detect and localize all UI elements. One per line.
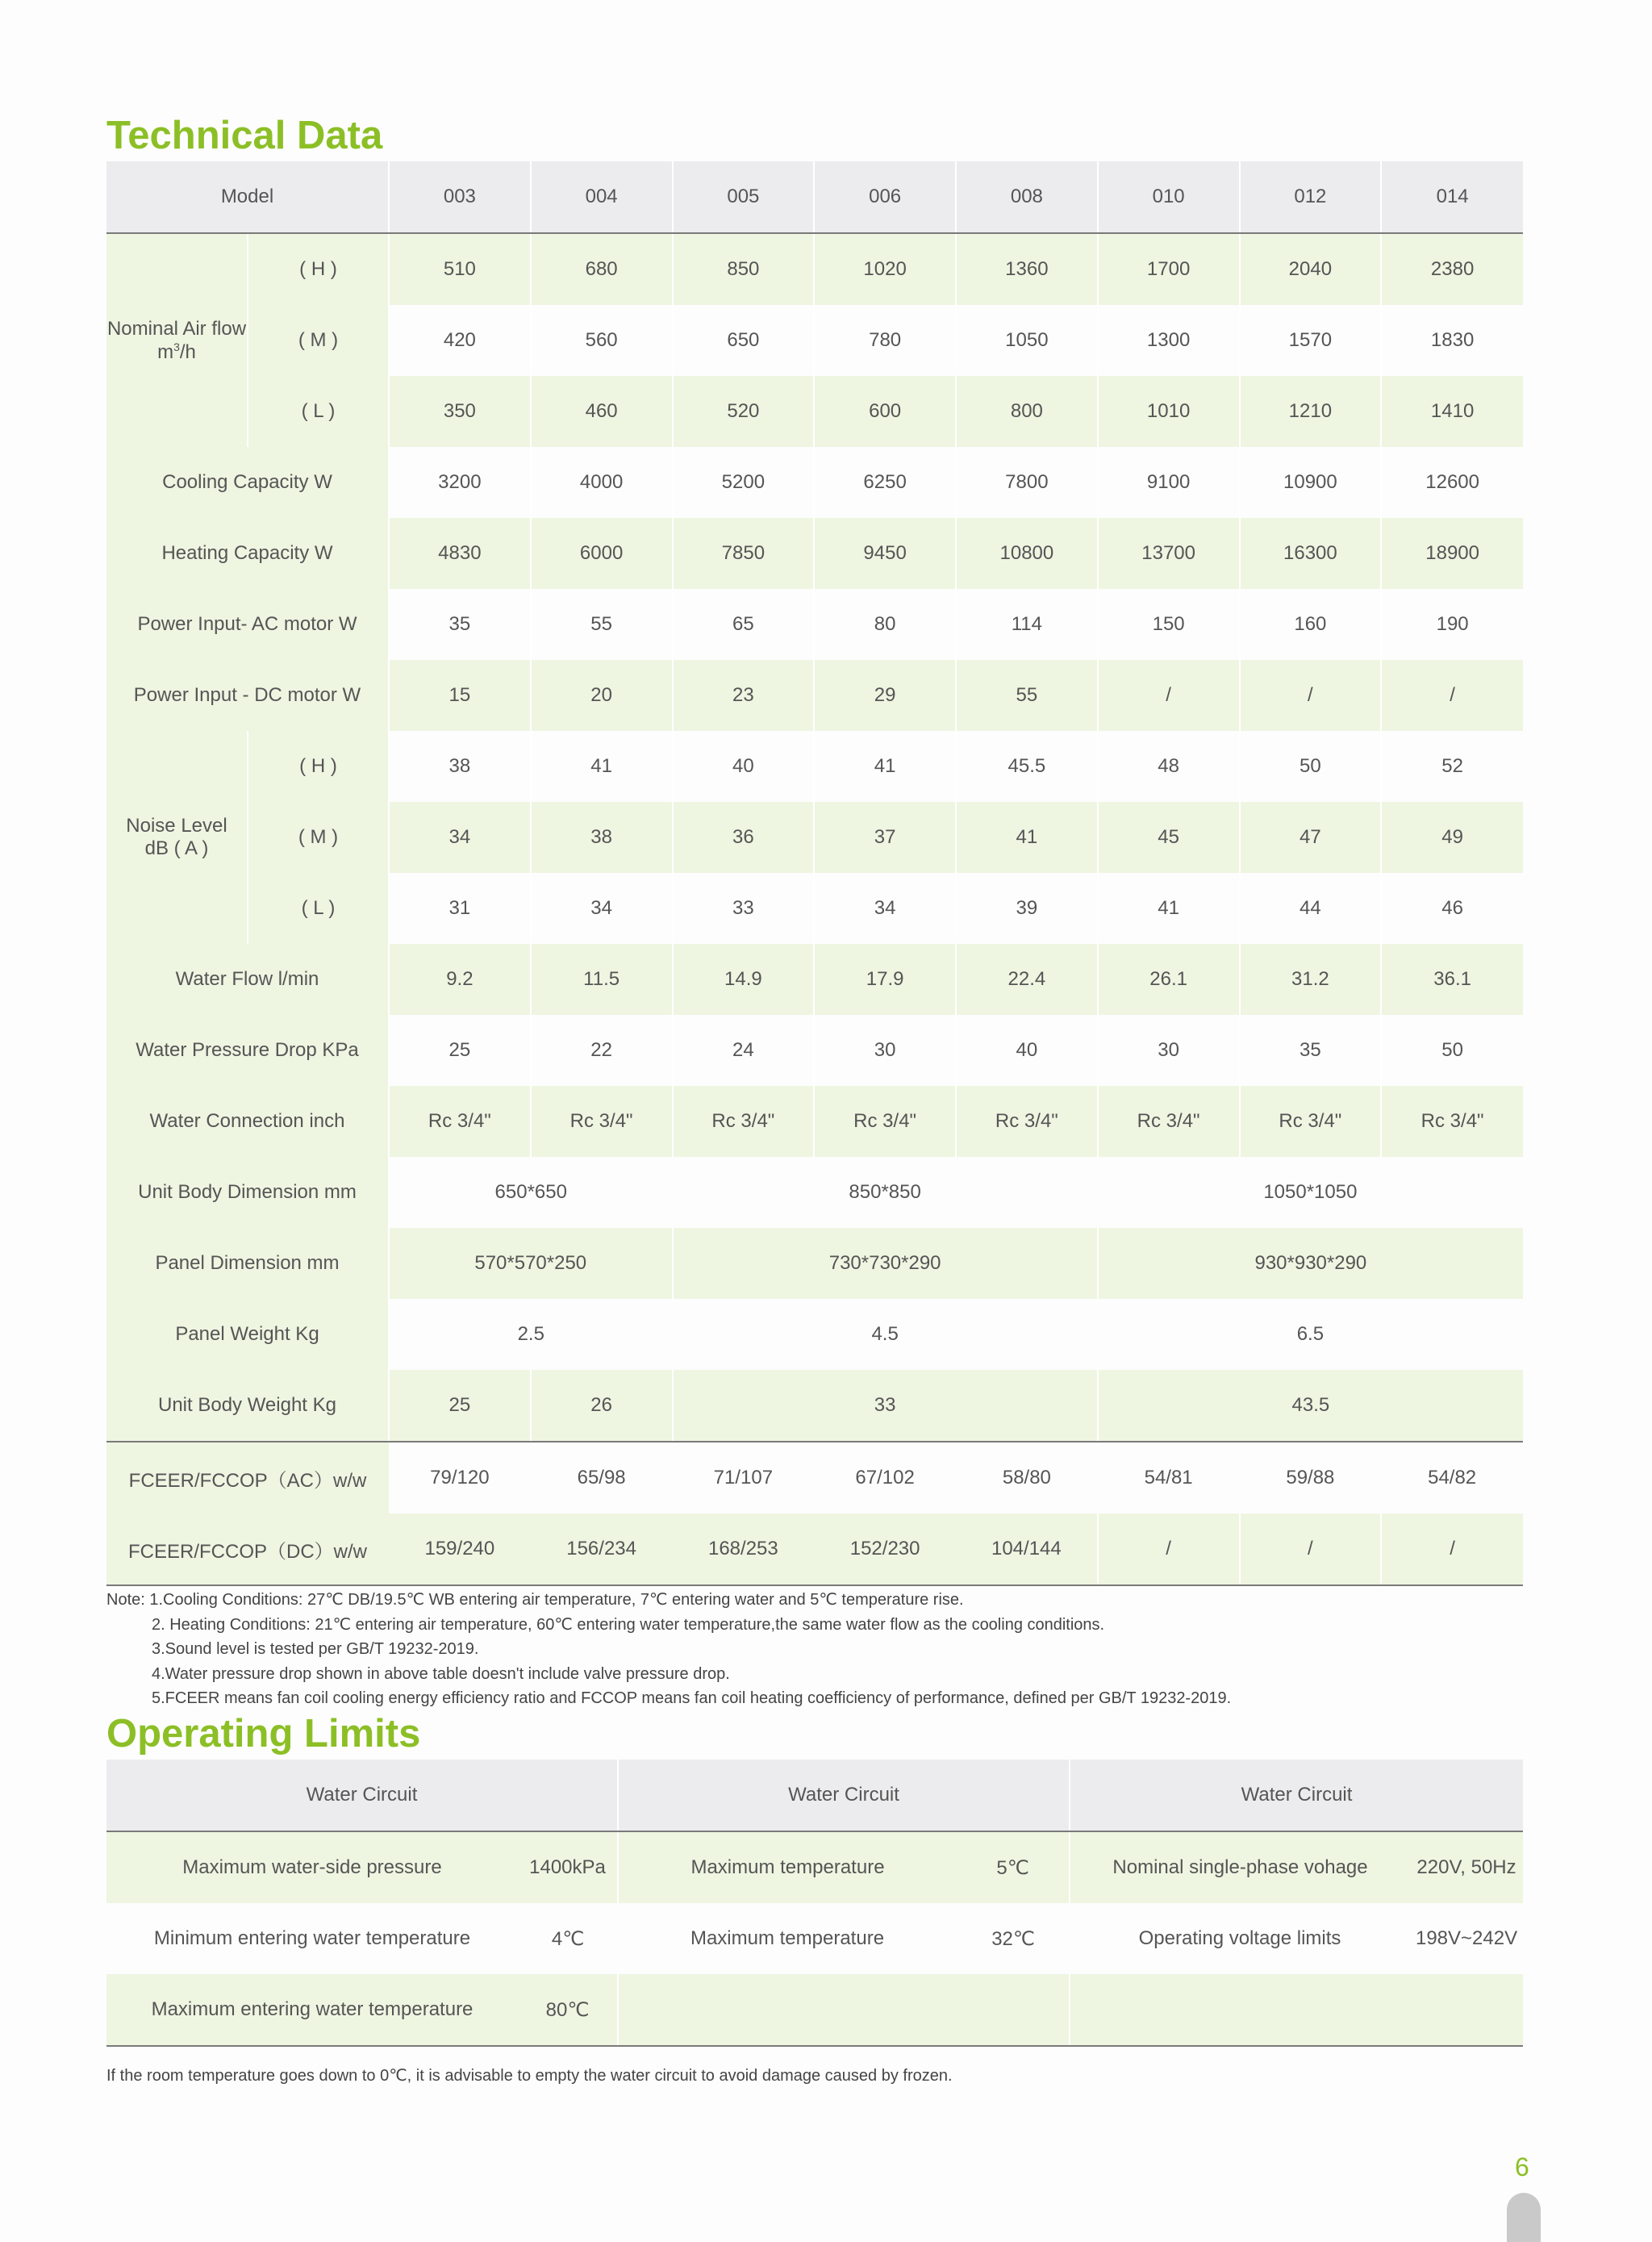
limit-value: 32℃ <box>991 1927 1035 1950</box>
table-cell: 18900 <box>1381 518 1523 589</box>
table-cell: 47 <box>1240 802 1382 873</box>
table-cell: 1570 <box>1240 305 1382 376</box>
row-label: Water Connection inch <box>106 1086 389 1157</box>
row-label: Unit Body Weight Kg <box>106 1370 389 1442</box>
noise-level: ( M ) <box>248 802 389 873</box>
table-row <box>106 660 1523 731</box>
header-model: 012 <box>1240 161 1382 233</box>
table-cell: 420 <box>389 305 531 376</box>
table-cell: 2380 <box>1381 233 1523 305</box>
limit-value: 4℃ <box>551 1927 585 1950</box>
table-cell: 114 <box>956 589 1098 660</box>
header-model-label: Model <box>106 161 389 233</box>
airflow-label-line1: Nominal Air flow <box>106 317 247 340</box>
table-cell: 3200 <box>389 447 531 518</box>
table-cell: 50 <box>1381 1015 1523 1086</box>
table-row <box>106 944 1523 1015</box>
airflow-label-unit: $m^3/h$ <box>157 340 196 363</box>
table-cell: 1300 <box>1098 305 1240 376</box>
row-label: Panel Weight Kg <box>106 1299 389 1370</box>
header-model: 008 <box>956 161 1098 233</box>
operating-footnote: If the room temperature goes down to 0℃, it is advisable to empty the water circuit to avoid damage caused by frozen. <box>106 2067 953 2085</box>
table-cell: 1020 <box>814 233 956 305</box>
table-cell: 26.1 <box>1098 944 1240 1015</box>
table-cell: 65 <box>673 589 815 660</box>
limit-value: 1400kPa <box>518 1831 618 1903</box>
limit-label: Maximum entering water temperature <box>106 1974 518 2046</box>
limit-label: Minimum entering water temperature <box>153 1927 471 1949</box>
table-cell: 14.9 <box>673 944 815 1015</box>
table-cell: 560 <box>531 305 673 376</box>
table-cell: Rc 3/4" <box>389 1086 531 1157</box>
table-cell: 930*930*290 <box>1098 1228 1523 1299</box>
table-cell: 40 <box>673 731 815 802</box>
limit-label <box>1070 1974 1410 2046</box>
table-cell: 26 <box>531 1370 673 1442</box>
table-cell: Rc 3/4" <box>531 1086 673 1157</box>
table-cell: 49 <box>1381 802 1523 873</box>
note-item: Note: 1.Cooling Conditions: 27℃ DB/19.5℃ WB entering air temperature, 7℃ entering water and 5℃ temperature rise. <box>106 1591 964 1609</box>
row-label: Panel Dimension mm <box>106 1228 389 1299</box>
table-cell: 34 <box>389 802 531 873</box>
table-row <box>106 1228 1523 1299</box>
table-cell: 350 <box>389 376 531 447</box>
table-cell: 37 <box>814 802 956 873</box>
limit-label <box>618 1974 957 2046</box>
table-row <box>106 376 1523 447</box>
airflow-level: ( L ) <box>248 376 389 447</box>
header-model: 010 <box>1098 161 1240 233</box>
table-cell: 6000 <box>531 518 673 589</box>
table-cell: 1050*1050 <box>1263 1181 1358 1203</box>
table-cell: 31 <box>389 873 531 944</box>
noise-label-line2: dB ( A ) <box>144 837 209 859</box>
header-model: 005 <box>673 161 815 233</box>
table-cell: 41 <box>956 802 1098 873</box>
table-cell: 41 <box>1098 873 1240 944</box>
row-label: FCEER/FCCOP（DC）w/w <box>106 1513 389 1585</box>
table-cell: 11.5 <box>531 944 673 1015</box>
table-cell: 79/120 <box>430 1467 490 1488</box>
table-header-row <box>106 1760 1523 1831</box>
table-cell: Rc 3/4" <box>1098 1086 1240 1157</box>
table-cell: 460 <box>531 376 673 447</box>
table-cell: / <box>1381 1513 1523 1585</box>
table-cell: 29 <box>814 660 956 731</box>
table-cell: 16300 <box>1240 518 1382 589</box>
table-cell: 35 <box>1240 1015 1382 1086</box>
table-cell: 48 <box>1098 731 1240 802</box>
table-cell: 850*850 <box>849 1181 921 1203</box>
limit-value <box>1410 1974 1523 2046</box>
table-cell: 1830 <box>1381 305 1523 376</box>
table-cell: Rc 3/4" <box>956 1086 1098 1157</box>
table-cell: 13700 <box>1098 518 1240 589</box>
table-cell: 4830 <box>389 518 531 589</box>
row-label: FCEER/FCCOP（AC）w/w <box>106 1442 389 1513</box>
note-item: 5.FCEER means fan coil cooling energy efficiency ratio and FCCOP means fan coil heating coefficiency of performance, defined per GB/T 19232-2019. <box>152 1689 1232 1707</box>
technical-data-table <box>106 161 1523 1586</box>
table-cell: 38 <box>389 731 531 802</box>
table-cell: 104/144 <box>956 1513 1098 1585</box>
table-cell: 30 <box>1098 1015 1240 1086</box>
airflow-label <box>106 233 248 447</box>
table-cell: 52 <box>1381 731 1523 802</box>
table-row <box>106 1513 1523 1585</box>
airflow-level: ( H ) <box>248 233 389 305</box>
table-row <box>106 1442 1523 1513</box>
airflow-level: ( M ) <box>248 305 389 376</box>
noise-level: ( L ) <box>248 873 389 944</box>
table-cell: 650 <box>673 305 815 376</box>
table-cell: / <box>1098 1513 1240 1585</box>
table-cell: / <box>1098 660 1240 731</box>
row-label: Heating Capacity W <box>106 518 389 589</box>
table-cell: 55 <box>531 589 673 660</box>
table-row <box>106 1370 1523 1442</box>
table-cell: 45 <box>1098 802 1240 873</box>
table-cell: 35 <box>389 589 531 660</box>
table-cell: 41 <box>531 731 673 802</box>
table-cell: 12600 <box>1381 447 1523 518</box>
table-cell: 33 <box>673 1370 1098 1442</box>
table-cell: 156/234 <box>531 1513 673 1585</box>
table-cell: 25 <box>389 1370 531 1442</box>
limit-label: Maximum water-side pressure <box>106 1831 518 1903</box>
table-cell: 40 <box>956 1015 1098 1086</box>
row-label: Unit Body Dimension mm <box>106 1157 389 1228</box>
header-model: 004 <box>531 161 673 233</box>
table-cell: 44 <box>1240 873 1382 944</box>
table-cell: 54/82 <box>1428 1467 1477 1488</box>
section-title-technical-data: Technical Data <box>106 114 383 157</box>
table-cell: 4000 <box>531 447 673 518</box>
table-cell: 65/98 <box>577 1467 626 1488</box>
table-row <box>106 1974 1523 2046</box>
limit-label: Maximum temperature <box>690 1927 885 1949</box>
table-header-row <box>106 161 1523 233</box>
table-cell: 9450 <box>814 518 956 589</box>
table-cell: 600 <box>814 376 956 447</box>
table-cell: Rc 3/4" <box>1381 1086 1523 1157</box>
table-cell: 38 <box>531 802 673 873</box>
table-cell: 80 <box>814 589 956 660</box>
header-model: 006 <box>814 161 956 233</box>
table-cell: 1050 <box>956 305 1098 376</box>
table-row <box>106 1086 1523 1157</box>
table-cell: 17.9 <box>814 944 956 1015</box>
noise-label-line1: Noise Level <box>126 815 227 837</box>
table-cell: 650*650 <box>389 1157 673 1228</box>
table-cell: 46 <box>1381 873 1523 944</box>
table-row <box>106 1157 1523 1228</box>
table-cell: 7850 <box>673 518 815 589</box>
table-cell: 67/102 <box>855 1467 915 1488</box>
table-cell: 10800 <box>956 518 1098 589</box>
table-cell: 50 <box>1240 731 1382 802</box>
table-cell: 36.1 <box>1381 944 1523 1015</box>
limit-value: 220V, 50Hz <box>1410 1831 1523 1903</box>
row-label: Water Pressure Drop KPa <box>106 1015 389 1086</box>
limit-value: 80℃ <box>518 1974 618 2046</box>
technical-notes <box>106 1588 1231 1711</box>
table-cell: 6.5 <box>1296 1323 1325 1345</box>
table-cell: 1010 <box>1098 376 1240 447</box>
table-row <box>106 233 1523 305</box>
table-cell: 22.4 <box>956 944 1098 1015</box>
table-cell: 6250 <box>814 447 956 518</box>
table-cell: 159/240 <box>389 1513 531 1585</box>
limit-value: 5℃ <box>957 1831 1070 1903</box>
table-cell: 55 <box>956 660 1098 731</box>
table-row <box>106 1903 1523 1974</box>
table-cell: 9100 <box>1098 447 1240 518</box>
table-cell: 1360 <box>956 233 1098 305</box>
table-cell: 780 <box>814 305 956 376</box>
table-cell: 39 <box>956 873 1098 944</box>
row-label: Cooling Capacity W <box>106 447 389 518</box>
table-cell: 2.5 <box>389 1299 673 1370</box>
limit-label: Operating voltage limits <box>1138 1927 1341 1949</box>
table-cell: 10900 <box>1240 447 1382 518</box>
table-row <box>106 1299 1523 1370</box>
table-cell: 5200 <box>673 447 815 518</box>
table-cell: 2040 <box>1240 233 1382 305</box>
table-cell: 190 <box>1381 589 1523 660</box>
table-cell: 34 <box>531 873 673 944</box>
table-cell: / <box>1381 660 1523 731</box>
table-row <box>106 731 1523 802</box>
table-cell: Rc 3/4" <box>673 1086 815 1157</box>
header-water-circuit: Water Circuit <box>106 1760 618 1831</box>
table-cell: 680 <box>531 233 673 305</box>
table-cell: 4.5 <box>871 1323 899 1345</box>
table-cell: 30 <box>814 1015 956 1086</box>
table-cell: Rc 3/4" <box>814 1086 956 1157</box>
table-cell: 45.5 <box>956 731 1098 802</box>
table-cell: 23 <box>673 660 815 731</box>
page-number: 6 <box>1515 2152 1529 2181</box>
table-cell: 800 <box>956 376 1098 447</box>
table-cell: 33 <box>673 873 815 944</box>
table-cell: 36 <box>673 802 815 873</box>
table-cell: 168/253 <box>673 1513 815 1585</box>
operating-limits-table <box>106 1760 1523 2047</box>
limit-value <box>957 1974 1070 2046</box>
row-label: Water Flow l/min <box>106 944 389 1015</box>
table-cell: 20 <box>531 660 673 731</box>
table-cell: 15 <box>389 660 531 731</box>
table-cell: 31.2 <box>1240 944 1382 1015</box>
table-cell: 34 <box>814 873 956 944</box>
table-cell: 58/80 <box>1002 1467 1051 1488</box>
table-cell: 570*570*250 <box>389 1228 673 1299</box>
header-water-circuit: Water Circuit <box>1070 1760 1523 1831</box>
table-cell: 850 <box>673 233 815 305</box>
table-cell: / <box>1240 660 1382 731</box>
table-cell: 24 <box>673 1015 815 1086</box>
table-row <box>106 305 1523 376</box>
table-cell: 9.2 <box>389 944 531 1015</box>
table-cell: 1700 <box>1098 233 1240 305</box>
table-cell: / <box>1240 1513 1382 1585</box>
table-row <box>106 802 1523 873</box>
header-model: 003 <box>389 161 531 233</box>
table-cell: 160 <box>1240 589 1382 660</box>
table-cell: 520 <box>673 376 815 447</box>
table-cell: 41 <box>814 731 956 802</box>
table-cell: 730*730*290 <box>673 1228 1098 1299</box>
table-row <box>106 589 1523 660</box>
table-cell: 7800 <box>956 447 1098 518</box>
row-label: Power Input- AC motor W <box>106 589 389 660</box>
table-cell: 152/230 <box>814 1513 956 1585</box>
table-cell: 54/81 <box>1144 1467 1193 1488</box>
table-cell: 43.5 <box>1098 1370 1523 1442</box>
table-cell: 71/107 <box>713 1467 774 1488</box>
table-cell: 1210 <box>1240 376 1382 447</box>
table-row <box>106 1831 1523 1903</box>
noise-label <box>106 731 248 944</box>
note-item: 4.Water pressure drop shown in above table doesn't include valve pressure drop. <box>152 1664 730 1683</box>
header-model: 014 <box>1381 161 1523 233</box>
limit-label: Maximum temperature <box>618 1831 957 1903</box>
limit-label: Nominal single-phase vohage <box>1070 1831 1410 1903</box>
noise-level: ( H ) <box>248 731 389 802</box>
table-cell: 59/88 <box>1286 1467 1335 1488</box>
note-item: 2. Heating Conditions: 21℃ entering air temperature, 60℃ entering water temperature,the same water flow as the cooling conditions. <box>152 1615 1105 1634</box>
table-row <box>106 873 1523 944</box>
table-cell: 1410 <box>1381 376 1523 447</box>
header-water-circuit: Water Circuit <box>618 1760 1070 1831</box>
note-item: 3.Sound level is tested per GB/T 19232-2019. <box>152 1640 479 1658</box>
table-row <box>106 447 1523 518</box>
row-label: Power Input - DC motor W <box>106 660 389 731</box>
table-row <box>106 518 1523 589</box>
table-row <box>106 1015 1523 1086</box>
table-cell: 22 <box>531 1015 673 1086</box>
page-tab-decoration <box>1507 2193 1541 2242</box>
table-cell: Rc 3/4" <box>1240 1086 1382 1157</box>
table-cell: 510 <box>389 233 531 305</box>
limit-value: 198V~242V <box>1415 1927 1518 1949</box>
table-cell: 150 <box>1098 589 1240 660</box>
table-cell: 25 <box>389 1015 531 1086</box>
section-title-operating-limits: Operating Limits <box>106 1712 421 1756</box>
